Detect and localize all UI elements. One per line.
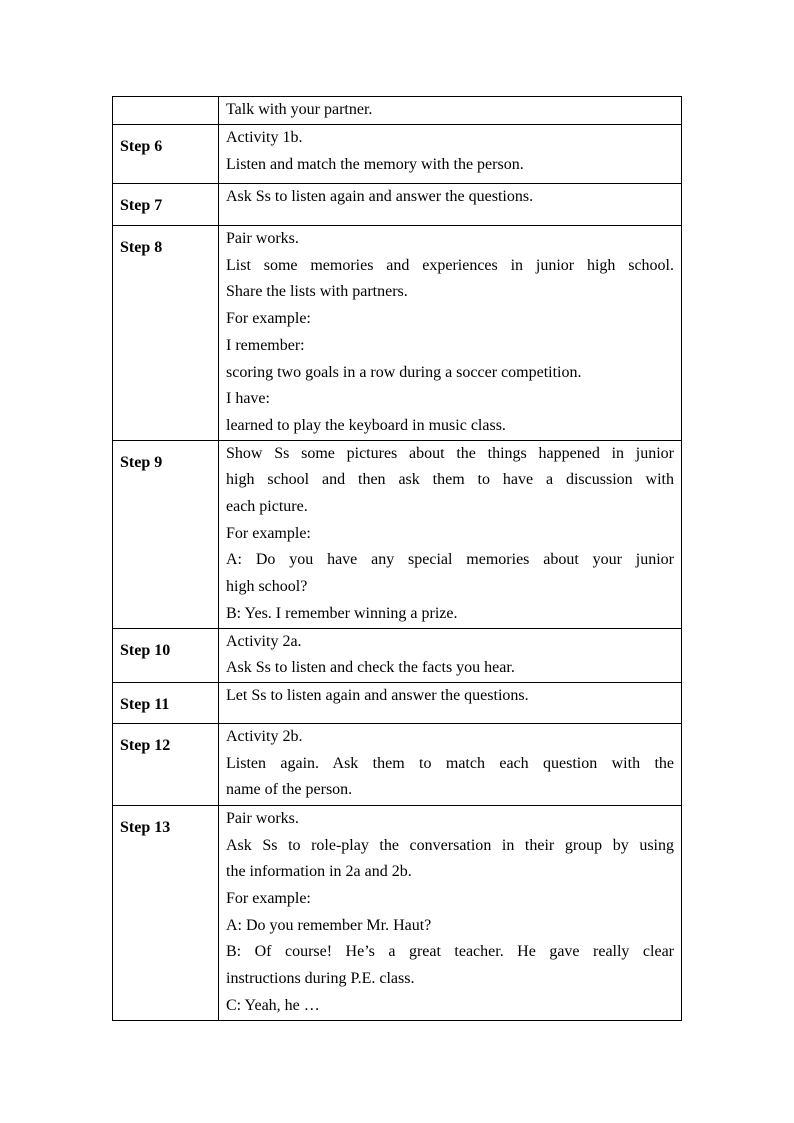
content-line: B: Of course! He’s a great teacher. He gave really clear [226,943,674,961]
table-row [113,628,682,682]
table-row [113,125,682,184]
content-line: high school and then ask them to have a discussion with [226,471,674,489]
content-line: Show Ss some pictures about the things happened in junior [226,444,674,462]
content-line: For example: [226,524,311,542]
step-label: Step 9 [113,440,219,628]
step-label: Step 7 [113,184,219,226]
table-row [113,440,682,628]
step-content [219,805,682,1020]
step-label: Step 13 [113,805,219,1020]
step-label: Step 11 [113,682,219,723]
table-row [113,682,682,723]
content-line: Listen and match the memory with the person. [226,155,524,173]
content-line: Pair works. [226,230,299,247]
content-line: For example: [226,310,311,328]
content-line: Ask Ss to listen and check the facts you hear. [226,659,515,677]
table-row [113,97,682,125]
lesson-steps-table [112,96,682,1021]
content-line: Let Ss to listen again and answer the questions. [226,686,529,704]
content-line: Ask Ss to listen again and answer the questions. [226,188,534,205]
step-content [219,184,682,226]
step-label: Step 8 [113,226,219,441]
content-line: List some memories and experiences in junior high school. [226,256,674,274]
content-line: Activity 2b. [226,727,303,745]
content-line: C: Yeah, he … [226,996,320,1014]
table-row [113,226,682,441]
step-content [219,440,682,628]
content-line: scoring two goals in a row during a soccer competition. [226,363,582,381]
step-content [219,723,682,805]
content-line: Listen again. Ask them to match each question with the [226,754,674,772]
table-row [113,805,682,1020]
step-label [113,97,219,125]
content-line: For example: [226,890,311,908]
content-line: high school? [226,578,308,596]
step-content [219,226,682,441]
content-line: B: Yes. I remember winning a prize. [226,604,458,622]
step-content [219,682,682,723]
content-line: I remember: [226,336,305,354]
content-line: Talk with your partner. [226,101,373,118]
step-content [219,125,682,184]
table-row [113,723,682,805]
content-line: A: Do you remember Mr. Haut? [226,916,432,934]
step-label: Step 10 [113,628,219,682]
content-line: A: Do you have any special memories about your junior [226,551,674,569]
content-line: Activity 2a. [226,632,302,650]
content-line: the information in 2a and 2b. [226,863,412,881]
content-line: instructions during P.E. class. [226,970,415,988]
content-line: Share the lists with partners. [226,283,408,301]
content-line: Activity 1b. [226,129,303,146]
step-label: Step 6 [113,125,219,184]
content-line: name of the person. [226,781,353,799]
step-content [219,628,682,682]
content-line: each picture. [226,498,308,516]
content-line: I have: [226,390,270,408]
step-content [219,97,682,125]
content-line: Pair works. [226,809,299,827]
step-label: Step 12 [113,723,219,805]
content-line: learned to play the keyboard in music class. [226,416,506,434]
table-row [113,184,682,226]
content-line: Ask Ss to role-play the conversation in their group by using [226,836,674,854]
